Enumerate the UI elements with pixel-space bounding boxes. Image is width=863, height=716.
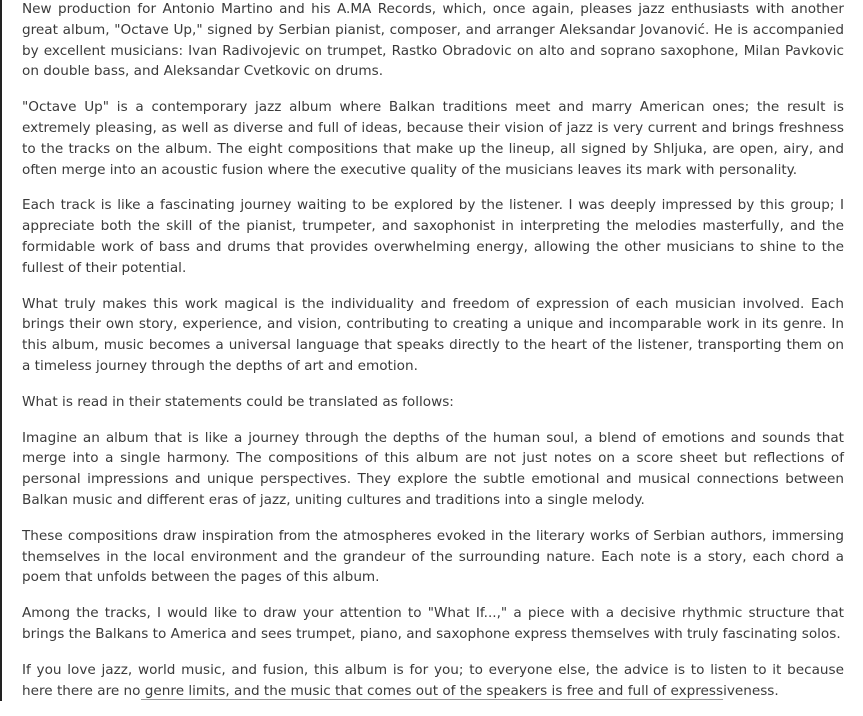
paragraph-each-track: Each track is like a fascinating journey waiting to be explored by the listener. I was deeply impressed by this group; I appreciate both the skill of the pianist, trumpeter, and saxophonist in interpreting the melodies masterfully, and the formidable work of bass and drums that provides overwhelming energy, allowing the other musicians to shine to the fullest of their potential. (22, 197, 844, 276)
paragraph-intro: New production for Antonio Martino and his A.MA Records, which, once again, pleases jazz enthusiasts with another great album, "Octave Up," signed by Serbian pianist, composer, and arranger Aleksandar Jovanović. He is accompanied by excellent musicians: Ivan Radivojevic on trumpet, Rastko Obradovic on alto and soprano saxophone, Milan Pavkovic on double bass, and Aleksandar Cvetkovic on drums. (22, 1, 844, 80)
paragraph-imagine: Imagine an album that is like a journey through the depths of the human soul, a blend of emotions and sounds that merge into a single harmony. The compositions of this album are not just notes on a score sheet but reflections of personal impressions and unique perspectives. They explore the subtle emotional and musical connections between Balkan music and different eras of jazz, uniting cultures and traditions into a single melody. (22, 429, 844, 508)
paragraph-closing: If you love jazz, world music, and fusion, this album is for you; to everyone else, the advice is to listen to it because here there are no genre limits, and the music that comes out of the speakers is free and full of expressiveness. (22, 661, 844, 699)
article-body (22, 0, 844, 716)
left-border (0, 0, 2, 701)
paragraph-tracks: Among the tracks, I would like to draw your attention to "What If...," a piece with a decisive rhythmic structure that brings the Balkans to America and sees trumpet, piano, and saxophone express themselves with truly fascinating solos. (22, 605, 844, 642)
bottom-divider (141, 699, 723, 700)
paragraph-inspiration: These compositions draw inspiration from the atmospheres evoked in the literary works of Serbian authors, immersing themselves in the local environment and the grandeur of the surrounding nature. Each note is a story, each chord a poem that unfolds between the pages of this album. (22, 527, 844, 586)
paragraph-individuality: What truly makes this work magical is the individuality and freedom of expression of each musician involved. Each brings their own story, experience, and vision, contributing to creating a unique and incomparable work in its genre. In this album, music becomes a universal language that speaks directly to the heart of the listener, transporting them on a timeless journey through the depths of art and emotion. (22, 295, 844, 374)
paragraph-statements-intro: What is read in their statements could be translated as follows: (22, 393, 454, 410)
paragraph-octave-up: "Octave Up" is a contemporary jazz album where Balkan traditions meet and marry American ones; the result is extremely pleasing, as well as diverse and full of ideas, because their vision of jazz is very current and brings freshness to the tracks on the album. The eight compositions that make up the lineup, all signed by Shljuka, are open, airy, and often merge into an acoustic fusion where the executive quality of the musicians leaves its mark with personality. (22, 99, 844, 178)
